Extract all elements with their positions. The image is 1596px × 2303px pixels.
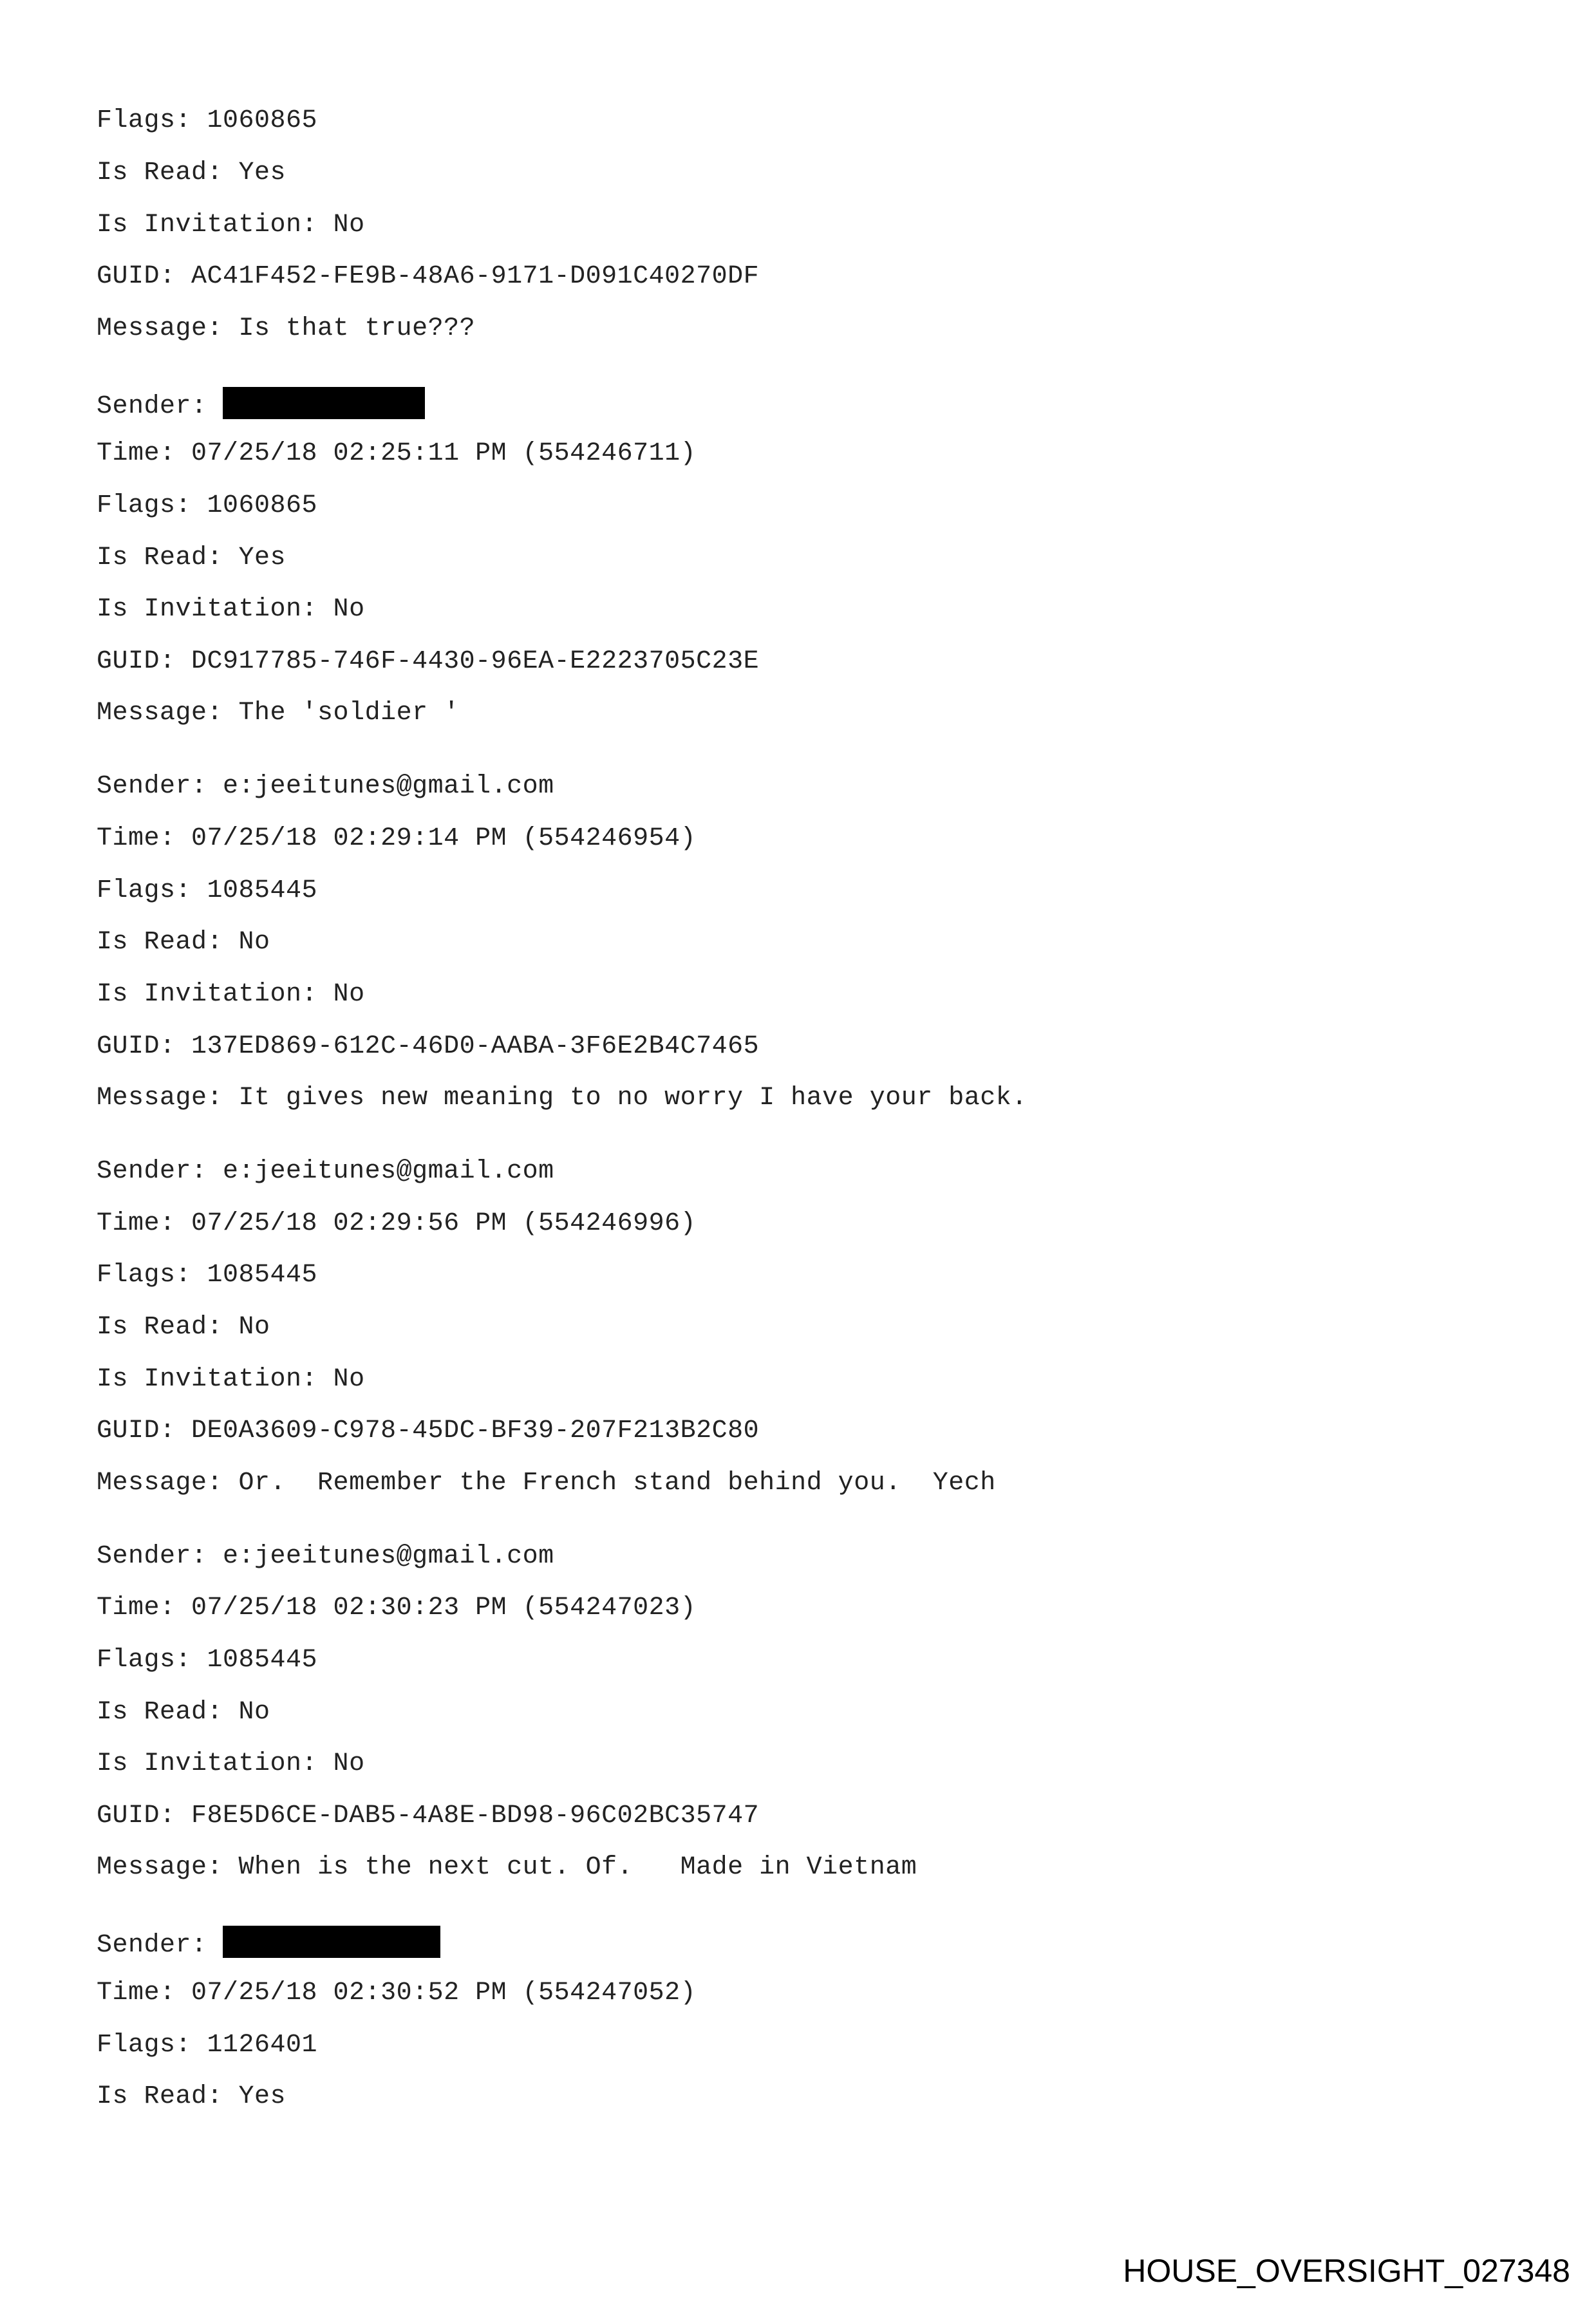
is-invitation-line: Is Invitation: No (97, 980, 365, 1009)
message-line: Message: It gives new meaning to no worry I have your back. (97, 1084, 1028, 1113)
sender-line: Sender: e:jeeitunes@gmail.com (97, 1542, 554, 1571)
bates-number: HOUSE_OVERSIGHT_027348 (1123, 2253, 1570, 2289)
guid-line: GUID: 137ED869-612C-46D0-AABA-3F6E2B4C7465 (97, 1032, 760, 1061)
is-read-line: Is Read: No (97, 1313, 270, 1342)
guid-line: GUID: AC41F452-FE9B-48A6-9171-D091C40270DF (97, 262, 760, 291)
message-line: Message: The 'soldier ' (97, 699, 460, 728)
is-read-line: Is Read: Yes (97, 158, 286, 187)
time-line: Time: 07/25/18 02:30:52 PM (554247052) (97, 1979, 697, 2007)
sender-label: Sender: (97, 392, 223, 421)
is-invitation-line: Is Invitation: No (97, 211, 365, 240)
flags-line: Flags: 1085445 (97, 1646, 318, 1675)
flags-line: Flags: 1085445 (97, 876, 318, 905)
is-invitation-line: Is Invitation: No (97, 595, 365, 624)
is-read-line: Is Read: No (97, 928, 270, 957)
is-read-line: Is Read: Yes (97, 543, 286, 572)
flags-line: Flags: 1085445 (97, 1261, 318, 1290)
sender-line (97, 1926, 440, 1961)
message-line: Message: When is the next cut. Of. Made in Vietnam (97, 1853, 917, 1882)
time-line: Time: 07/25/18 02:29:56 PM (554246996) (97, 1209, 697, 1238)
flags-line: Flags: 1060865 (97, 491, 318, 520)
is-invitation-line: Is Invitation: No (97, 1749, 365, 1778)
sender-line: Sender: e:jeeitunes@gmail.com (97, 1157, 554, 1186)
is-invitation-line: Is Invitation: No (97, 1365, 365, 1394)
time-line: Time: 07/25/18 02:25:11 PM (554246711) (97, 439, 697, 468)
sender-line (97, 387, 425, 422)
guid-line: GUID: DE0A3609-C978-45DC-BF39-207F213B2C80 (97, 1416, 760, 1445)
is-read-line: Is Read: Yes (97, 2082, 286, 2111)
flags-line: Flags: 1126401 (97, 2031, 318, 2060)
sender-label: Sender: (97, 1931, 223, 1960)
message-line: Message: Is that true??? (97, 314, 476, 343)
time-line: Time: 07/25/18 02:29:14 PM (554246954) (97, 824, 697, 853)
time-line: Time: 07/25/18 02:30:23 PM (554247023) (97, 1593, 697, 1622)
redaction-box (223, 387, 425, 419)
redaction-box (223, 1926, 440, 1958)
guid-line: GUID: DC917785-746F-4430-96EA-E2223705C23E (97, 647, 760, 676)
flags-line: Flags: 1060865 (97, 106, 318, 135)
guid-line: GUID: F8E5D6CE-DAB5-4A8E-BD98-96C02BC35747 (97, 1801, 760, 1830)
sender-line: Sender: e:jeeitunes@gmail.com (97, 772, 554, 801)
is-read-line: Is Read: No (97, 1698, 270, 1727)
message-line: Message: Or. Remember the French stand behind you. Yech (97, 1469, 996, 1498)
